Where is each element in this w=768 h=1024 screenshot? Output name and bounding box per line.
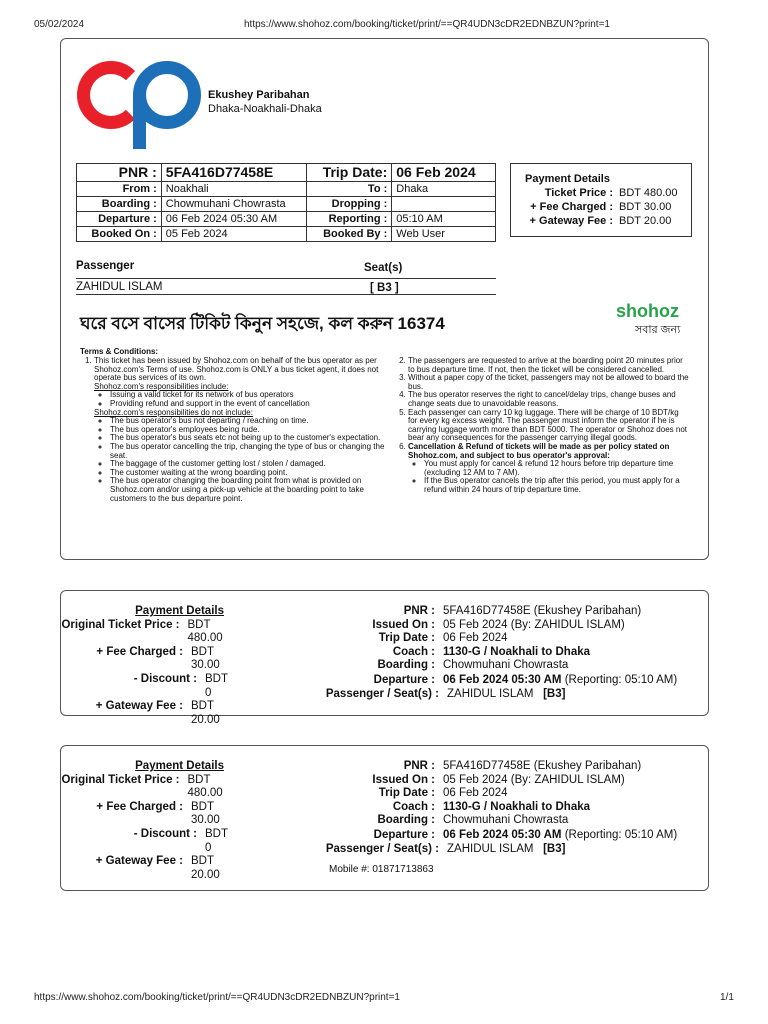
seat-header: Seat(s) bbox=[364, 262, 403, 274]
booked-by-value: Web User bbox=[392, 227, 496, 242]
stub2-payment: Payment Details Original Ticket Price : BDT 480.00 + Fee Charged : BDT 30.00 - Discount : BDT 0 + Gateway Fee : BDT 20.00 bbox=[61, 760, 232, 882]
operator-logo bbox=[75, 53, 201, 149]
mobile-number: Mobile #: 01871713863 bbox=[329, 864, 434, 875]
payment-title: Payment Details bbox=[525, 173, 610, 185]
passenger-divider bbox=[76, 278, 496, 279]
operator-route: Dhaka-Noakhali-Dhaka bbox=[208, 103, 322, 115]
boarding-label: Boarding : bbox=[77, 197, 162, 212]
boarding-value: Chowmuhani Chowrasta bbox=[161, 197, 306, 212]
booked-by-label: Booked By : bbox=[306, 227, 392, 242]
terms-left: 1. This ticket has been issued by Shohoz.com on behalf of the bus operator as per Shohoz.com's Terms of use. Shohoz.com is ONLY a bus ticket agent, it does not operate bus services of its own. Shohoz.com's responsibilities include: ◦ Issuing a valid ticket for its network of bus operators ◦ Providing refund and support in the event of cancellation Shohoz.com's responsibilities do not include: ◦ The bus operator's bus not departing / reaching on time. ◦ The bus operator's employees being rude. ◦ The bus operator's bus seats etc not being up to the customer's expectation. ◦ The bus operator cancelling the trip, changing the type of bus or changing the seat. ◦ The baggage of the customer getting lost / stolen / damaged. ◦ The customer waiting at the wrong boarding point. ◦ The bus operator changing the boarding point from what is provided on Shohoz.com and/or using a pick-up vehicle at the boarding point to take customers to the bus departure point. bbox=[80, 357, 388, 503]
terms-right: 2. The passengers are requested to arrive at the boarding point 20 minutes prior to bus departure time. If not, then the ticket will be considered cancelled. 3. Without a paper copy of the ticket, passengers may not be allowed to board the bus. 4. The bus operator reserves the right to cancel/delay trips, change buses and change seats due to unavoidable reasons. 5. Each passenger can carry 10 kg luggage. There will be charge of 10 BDT/kg for every kg excess weight. The passenger must inform the operator if he is carrying luggage worth more than BDT 5000. The operator or Shohoz does not bear any consequences for the passenger carrying illegal goods. 6. Cancellation & Refund of tickets will be made as per policy stated on Shohoz.com, and subject to bus operator's approval: ◦ You must apply for cancel & refund 12 hours before trip departure time (excluding 12 AM to 7 AM). ◦ If the Bus operator cancels the trip after this period, you must apply for a refund within 24 hours of trip departure time. bbox=[394, 357, 690, 495]
dropping-label: Dropping : bbox=[306, 197, 392, 212]
to-label: To : bbox=[306, 182, 392, 197]
from-label: From : bbox=[77, 182, 162, 197]
shohoz-tagline: সবার জন্য bbox=[635, 324, 681, 336]
operator-name: Ekushey Paribahan bbox=[208, 89, 310, 101]
pnr-value: 5FA416D77458E bbox=[161, 164, 306, 182]
booked-on-label: Booked On : bbox=[77, 227, 162, 242]
passenger-divider-bottom bbox=[76, 294, 496, 295]
trip-date-value: 06 Feb 2024 bbox=[392, 164, 496, 182]
gateway-row: + Gateway Fee : BDT 20.00 bbox=[529, 215, 672, 227]
pnr-label: PNR : bbox=[77, 164, 162, 182]
stub1-payment: Payment Details Original Ticket Price : BDT 480.00 + Fee Charged : BDT 30.00 - Discount : BDT 0 + Gateway Fee : BDT 20.00 bbox=[61, 605, 232, 727]
stub-card-2 bbox=[60, 745, 709, 891]
shohoz-logo: shohoz bbox=[616, 301, 679, 321]
departure-label: Departure : bbox=[77, 212, 162, 227]
fee-row: + Fee Charged : BDT 30.00 bbox=[530, 201, 672, 213]
terms-title: Terms & Conditions: bbox=[80, 347, 159, 356]
footer-page: 1/1 bbox=[720, 992, 734, 1003]
booked-on-value: 05 Feb 2024 bbox=[161, 227, 306, 242]
passenger-seat: [ B3 ] bbox=[370, 282, 399, 294]
reporting-value: 05:10 AM bbox=[392, 212, 496, 227]
passenger-header: Passenger bbox=[76, 260, 135, 272]
footer-url: https://www.shohoz.com/booking/ticket/print/==QR4UDN3cDR2EDNBZUN?print=1 bbox=[34, 992, 400, 1003]
ticket-info-table bbox=[76, 163, 496, 242]
departure-value: 06 Feb 2024 05:30 AM bbox=[161, 212, 306, 227]
stub2-payment-title: Payment Details bbox=[135, 760, 224, 772]
print-url: https://www.shohoz.com/booking/ticket/print/==QR4UDN3cDR2EDNBZUN?print=1 bbox=[244, 19, 610, 30]
dropping-value bbox=[392, 197, 496, 212]
stub2-trip: PNR : 5FA416D77458E (Ekushey Paribahan) Issued On : 05 Feb 2024 (By: ZAHIDUL ISLAM) Trip Date : 06 Feb 2024 Coach : 1130-G / Noakhali to Dhaka Boarding : Chowmuhani Chowrasta Departure : 06 Feb 2024 05:30 AM (Reporting: 05:10 AM) Passenger / Seat(s) : ZAHIDUL ISLAM [B3] bbox=[325, 760, 678, 855]
passenger-name: ZAHIDUL ISLAM bbox=[76, 281, 163, 293]
ticket-card bbox=[60, 38, 709, 560]
to-value: Dhaka bbox=[392, 182, 496, 197]
from-value: Noakhali bbox=[161, 182, 306, 197]
stub1-payment-title: Payment Details bbox=[135, 605, 224, 617]
promo-banner: ঘরে বসে বাসের টিকিট কিনুন সহজে, কল করুন 16374 bbox=[80, 314, 445, 333]
stub-card-1 bbox=[60, 590, 709, 726]
trip-date-label: Trip Date: bbox=[306, 164, 392, 182]
print-date: 05/02/2024 bbox=[34, 19, 85, 30]
reporting-label: Reporting : bbox=[306, 212, 392, 227]
payment-details-box bbox=[510, 163, 692, 237]
ticket-price-row: Ticket Price : BDT 480.00 bbox=[544, 187, 678, 199]
stub1-trip: PNR : 5FA416D77458E (Ekushey Paribahan) Issued On : 05 Feb 2024 (By: ZAHIDUL ISLAM) Trip Date : 06 Feb 2024 Coach : 1130-G / Noakhali to Dhaka Boarding : Chowmuhani Chowrasta Departure : 06 Feb 2024 05:30 AM (Reporting: 05:10 AM) Passenger / Seat(s) : ZAHIDUL ISLAM [B3] bbox=[325, 605, 678, 700]
